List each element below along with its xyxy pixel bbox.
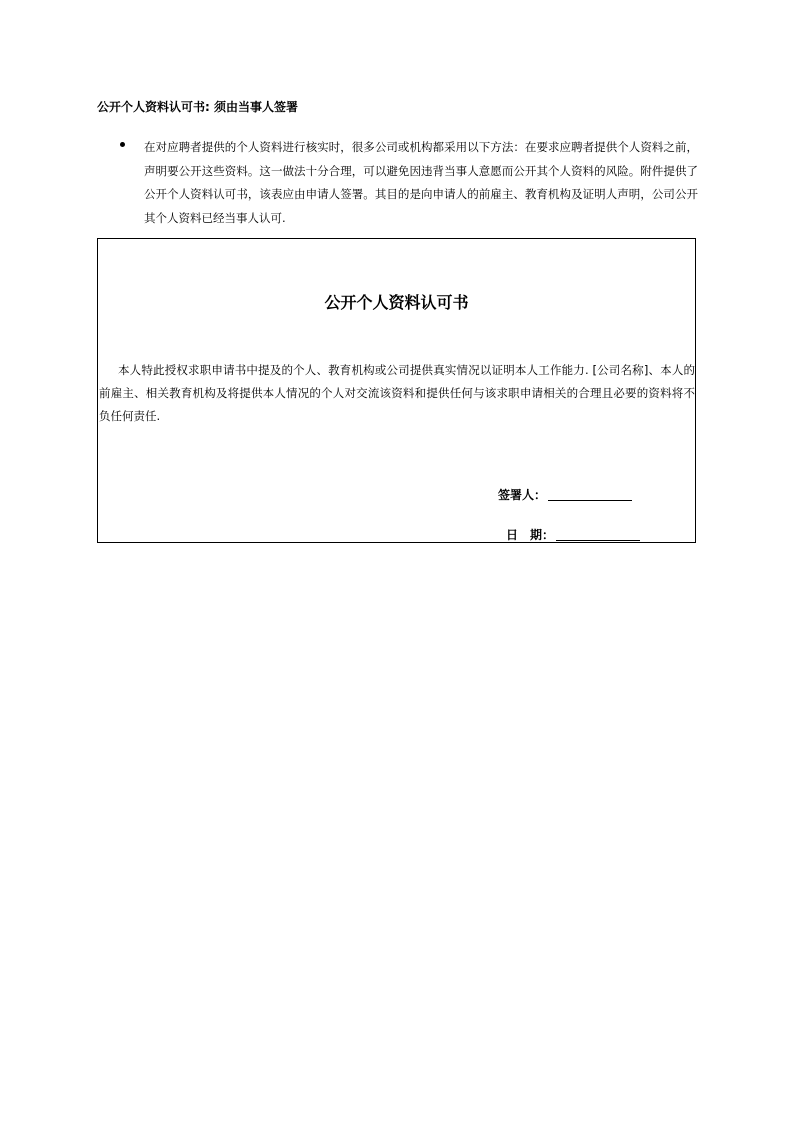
bullet-paragraph: 在对应聘者提供的个人资料进行核实时，很多公司或机构都采用以下方法：在要求应聘者提供个人资料之前，声明要公开这些资料。这一做法十分合理，可以避免因违背当事人意愿而公开其个人资料的风险。附件提供了公开个人资料认可书，该表应由申请人签署。其目的是向申请人的前雇主、教育机构及证明人声明，公司公开其个人资料已经当事人认可. xyxy=(144,140,698,225)
consent-form-box xyxy=(97,238,696,543)
form-body-paragraph: 本人特此授权求职申请书中提及的个人、教育机构或公司提供真实情况以证明本人工作能力. [公司名称]、本人的前雇主、相关教育机构及将提供本人情况的个人对交流该资料和提供任何与该求职申请相关的合理且必要的资料将不负任何责任. xyxy=(99,363,695,423)
date-blank-line xyxy=(556,528,640,541)
form-title: 公开个人资料认可书 xyxy=(324,293,469,312)
signer-row xyxy=(498,487,632,503)
date-label: 日 期： xyxy=(506,528,555,542)
section-heading: 公开个人资料认可书: 须由当事人签署 xyxy=(97,100,298,114)
signer-label: 签署人： xyxy=(498,488,547,502)
bullet-point-icon xyxy=(120,142,125,147)
date-row xyxy=(506,527,640,543)
signer-blank-line xyxy=(548,488,632,501)
